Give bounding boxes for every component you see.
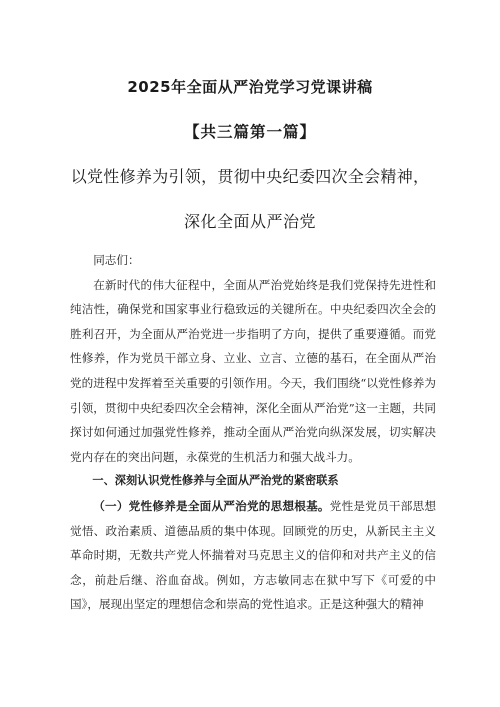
document-body xyxy=(70,248,436,617)
headline-line-2: 深化全面从严治党 xyxy=(183,212,316,231)
subsection-heading-1: （一）党性修养是全面从严治党的思想根基。 xyxy=(93,498,330,513)
subsection-text-1: 党性是党员干部思想觉悟、政治素质、道德品质的集中体现。回顾党的历史，从新民主主义革命时期，无数共产党人怀揣着对马克思主义的信仰和对共产主义的信念，前赴后继、浴血奋战。例如，方志敏同志在狱中写下《可爱的中国》，展现出坚定的理想信念和崇高的党性追求。正是这种强大的精神 xyxy=(70,498,436,612)
paragraph-subsection-1 xyxy=(70,494,436,617)
section-heading-1: 一、深刻认识党性修养与全面从严治党的紧密联系 xyxy=(92,474,339,488)
headline-line-1: 以党性修养为引领，贯彻中央纪委四次全会精神， xyxy=(70,167,430,186)
greeting: 同志们： xyxy=(93,253,140,267)
paragraph-intro: 在新时代的伟大征程中，全面从严治党始终是我们党保持先进性和纯洁性，确保党和国家事业行稳致远的关键所在。中央纪委四次全会的胜利召开，为全面从严治党进一步指明了方向，提供了重要遵循。而党性修养，作为党员干部立身、立业、立言、立德的基石，在全面从严治党的进程中发挥着至关重要的引领作用。今天，我们围绕“以党性修养为引领，贯彻中央纪委四次全会精神，深化全面从严治党”这一主题，共同探讨如何通过加强党性修养，推动全面从严治党向纵深发展，切实解决党内存在的突出问题，永葆党的生机活力和强大战斗力。 xyxy=(70,277,436,464)
document-title: 2025年全面从严治党学习党课讲稿 xyxy=(127,78,373,96)
part-indicator: 【共三篇第一篇】 xyxy=(183,123,316,141)
